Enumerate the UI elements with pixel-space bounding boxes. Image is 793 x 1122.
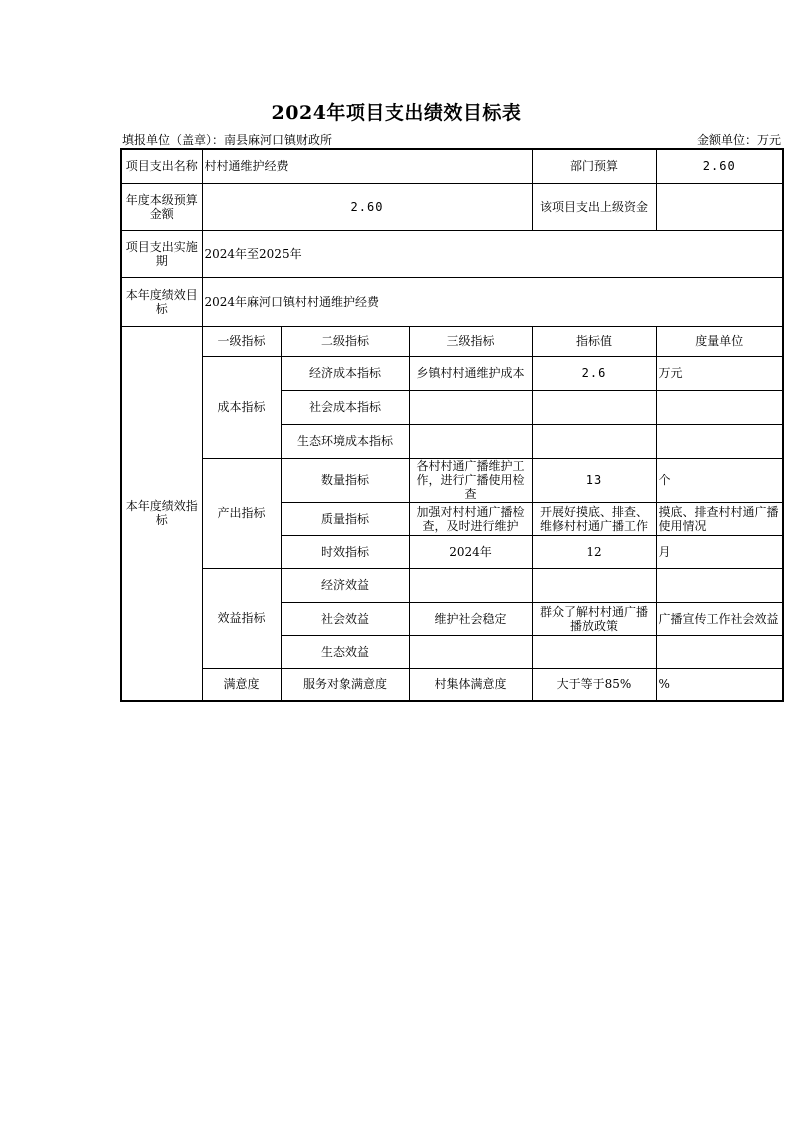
unit-cell — [656, 424, 783, 458]
level2-cell: 数量指标 — [281, 458, 409, 502]
unit-cell — [656, 635, 783, 668]
value-cell — [532, 568, 656, 602]
unit-cell: % — [656, 668, 783, 701]
value-cell — [532, 390, 656, 424]
level2-cell: 社会成本指标 — [281, 390, 409, 424]
header-value: 指标值 — [532, 326, 656, 356]
level3-cell: 乡镇村村通维护成本 — [409, 356, 532, 390]
level2-cell: 质量指标 — [281, 502, 409, 535]
level3-cell: 加强对村村通广播检查，及时进行维护 — [409, 502, 532, 535]
level1-benefit: 效益指标 — [202, 568, 281, 668]
unit-cell: 月 — [656, 535, 783, 568]
level1-cost: 成本指标 — [202, 356, 281, 458]
annual-budget-label: 年度本级预算金额 — [121, 183, 202, 230]
header-unit: 度量单位 — [656, 326, 783, 356]
header-level2: 二级指标 — [281, 326, 409, 356]
level1-output: 产出指标 — [202, 458, 281, 568]
upper-funds-value — [656, 183, 783, 230]
level3-cell: 各村村通广播维护工作，进行广播使用检查 — [409, 458, 532, 502]
unit-cell: 万元 — [656, 356, 783, 390]
annual-budget-value: 2.60 — [202, 183, 532, 230]
page-title: 2024年项目支出绩效目标表 — [271, 102, 522, 124]
goal-label: 本年度绩效目标 — [121, 277, 202, 326]
level3-cell — [409, 635, 532, 668]
header-level1: 一级指标 — [202, 326, 281, 356]
project-name-value: 村村通维护经费 — [202, 149, 532, 183]
value-cell: 12 — [532, 535, 656, 568]
unit-cell — [656, 568, 783, 602]
level2-cell: 服务对象满意度 — [281, 668, 409, 701]
level3-cell — [409, 424, 532, 458]
level2-cell: 时效指标 — [281, 535, 409, 568]
unit-cell — [656, 390, 783, 424]
value-cell: 2.6 — [532, 356, 656, 390]
level2-cell: 生态效益 — [281, 635, 409, 668]
dept-budget-label: 部门预算 — [532, 149, 656, 183]
level3-cell — [409, 568, 532, 602]
upper-funds-label: 该项目支出上级资金 — [532, 183, 656, 230]
level3-cell: 村集体满意度 — [409, 668, 532, 701]
level3-cell: 2024年 — [409, 535, 532, 568]
header-level3: 三级指标 — [409, 326, 532, 356]
project-name-label: 项目支出名称 — [121, 149, 202, 183]
level2-cell: 经济效益 — [281, 568, 409, 602]
indicators-section-label: 本年度绩效指标 — [121, 326, 202, 701]
value-cell: 开展好摸底、排查、维修村村通广播工作 — [532, 502, 656, 535]
value-cell — [532, 635, 656, 668]
unit-cell: 摸底、排查村村通广播使用情况 — [656, 502, 783, 535]
filling-unit: 填报单位（盖章）：南县麻河口镇财政所 — [122, 133, 333, 147]
value-cell: 群众了解村村通广播播放政策 — [532, 602, 656, 635]
period-label: 项目支出实施期 — [121, 230, 202, 277]
amount-unit: 金额单位：万元 — [696, 133, 781, 147]
level2-cell: 社会效益 — [281, 602, 409, 635]
unit-cell: 个 — [656, 458, 783, 502]
value-cell — [532, 424, 656, 458]
level3-cell — [409, 390, 532, 424]
period-value: 2024年至2025年 — [202, 230, 783, 277]
unit-cell: 广播宣传工作社会效益 — [656, 602, 783, 635]
value-cell: 13 — [532, 458, 656, 502]
level2-cell: 生态环境成本指标 — [281, 424, 409, 458]
level2-cell: 经济成本指标 — [281, 356, 409, 390]
dept-budget-value: 2.60 — [656, 149, 783, 183]
value-cell: 大于等于85% — [532, 668, 656, 701]
goal-value: 2024年麻河口镇村村通维护经费 — [202, 277, 783, 326]
level1-satisfaction: 满意度 — [202, 668, 281, 701]
level3-cell: 维护社会稳定 — [409, 602, 532, 635]
performance-target-table — [120, 148, 784, 702]
